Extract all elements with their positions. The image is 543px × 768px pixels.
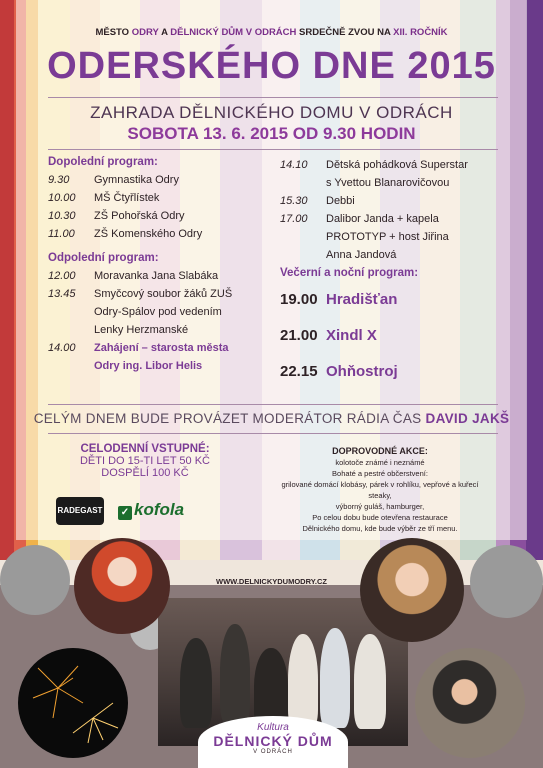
event: Odry ing. Libor Helis xyxy=(94,360,203,372)
time: 13.45 xyxy=(48,288,76,300)
brand-place: V ODRÁCH xyxy=(253,749,293,755)
time: 10.30 xyxy=(48,210,76,222)
program-row xyxy=(280,323,495,349)
invite-mid: A xyxy=(161,27,168,38)
brand-name: DĚLNICKÝ DŮM xyxy=(213,733,333,749)
time: 19.00 xyxy=(280,291,318,308)
side-events-line: Dělnického domu, kde bude výběr ze tří menu. xyxy=(302,524,458,533)
entry-fees xyxy=(50,443,240,479)
time: 11.00 xyxy=(48,228,75,240)
event: Lenky Herzmanské xyxy=(94,324,189,336)
radegast-logo: RADEGAST xyxy=(56,497,104,525)
event: s Yvettou Blanarovičovou xyxy=(326,177,450,189)
program-row xyxy=(48,267,258,285)
event: MŠ Čtyřlístek xyxy=(94,192,160,204)
invite-tail: SRDEČNĚ ZVOU NA xyxy=(299,27,391,38)
time xyxy=(280,174,326,192)
event: Moravanka Jana Slabáka xyxy=(94,270,219,282)
program-row xyxy=(48,303,258,321)
side-events-line: kolotoče známé i neznámé xyxy=(335,458,425,467)
time xyxy=(280,228,326,246)
time: 9.30 xyxy=(48,174,70,186)
event: Odry-Spálov pod vedením xyxy=(94,306,222,318)
invite-edition: XII. ROČNÍK xyxy=(393,27,448,38)
program-row xyxy=(280,156,495,174)
event: Dalibor Janda + kapela xyxy=(326,213,439,225)
program-row xyxy=(48,225,258,243)
fireworks-icon xyxy=(18,648,128,758)
invite-odry: ODRY xyxy=(131,27,159,38)
moderator-divider xyxy=(48,433,498,434)
singer-photo-right xyxy=(360,538,464,642)
entry-children: DĚTI DO 15-TI LET 50 KČ xyxy=(79,455,210,467)
kofola-logo xyxy=(118,500,196,526)
invite-house: DĚLNICKÝ DŮM V ODRÁCH xyxy=(170,27,297,38)
side-events-line: výborný guláš, hamburger, xyxy=(335,502,425,511)
event: PROTOTYP + host Jiřina xyxy=(326,231,449,243)
delnicky-dum-logo xyxy=(198,716,348,768)
entry-heading: CELODENNÍ VSTUPNÉ: xyxy=(80,443,210,455)
program-row xyxy=(280,192,495,210)
date-divider xyxy=(48,149,498,150)
program-row xyxy=(280,174,495,192)
evening-heading: Večerní a noční program: xyxy=(280,267,419,279)
time xyxy=(280,246,326,264)
event: Ohňostroj xyxy=(326,363,398,380)
time: 14.00 xyxy=(48,342,76,354)
time xyxy=(48,357,94,375)
program-row xyxy=(280,210,495,228)
time: 15.30 xyxy=(280,195,308,207)
fireworks-photo xyxy=(18,648,128,758)
event: Xindl X xyxy=(326,327,377,344)
website: WWW.DELNICKYDUMODRY.CZ xyxy=(216,577,327,586)
event: Zahájení – starosta města xyxy=(94,342,229,354)
invite-prefix: MĚSTO xyxy=(95,27,130,38)
band-member xyxy=(354,634,386,729)
program-row xyxy=(48,321,258,339)
band-member xyxy=(320,628,350,728)
moderator-line xyxy=(0,411,543,426)
program-divider xyxy=(48,404,498,405)
program-row xyxy=(48,357,258,375)
time xyxy=(48,303,94,321)
event-date: SOBOTA 13. 6. 2015 OD 9.30 HODIN xyxy=(127,124,416,143)
time: 14.10 xyxy=(280,159,308,171)
time: 22.15 xyxy=(280,363,318,380)
event: ZŠ Komenského Odry xyxy=(94,228,203,240)
event: Hradišťan xyxy=(326,291,398,308)
event: ZŠ Pohořská Odry xyxy=(94,210,185,222)
program-row xyxy=(48,189,258,207)
kofola-mark-icon: ✓ xyxy=(118,506,132,520)
side-events xyxy=(270,446,490,534)
brand-kultura: Kultura xyxy=(257,722,289,733)
band-member xyxy=(180,638,212,728)
time: 10.00 xyxy=(48,192,76,204)
time: 21.00 xyxy=(280,327,318,344)
afternoon-heading: Odpolední program: xyxy=(48,252,159,264)
program-row xyxy=(280,246,495,264)
moderator-name: DAVID JAKŠ xyxy=(425,411,510,426)
side-events-line: Bohaté a pestré občerstvení: xyxy=(332,469,428,478)
venue: ZAHRADA DĚLNICKÉHO DOMU V ODRÁCH xyxy=(90,103,453,122)
time: 17.00 xyxy=(280,213,308,225)
side-events-line: grilované domácí klobásy, párek v rohlíku, vepřové a kuřecí steaky, xyxy=(281,480,479,500)
program-row xyxy=(48,207,258,225)
program-row xyxy=(48,285,258,303)
invite-line xyxy=(0,27,543,38)
time xyxy=(48,321,94,339)
singer-photo xyxy=(74,538,170,634)
moderator-text: CELÝM DNEM BUDE PROVÁZET MODERÁTOR RÁDIA ČAS xyxy=(33,411,422,426)
event: Smyčcový soubor žáků ZUŠ xyxy=(94,288,233,300)
kofola-wordmark: kofola xyxy=(134,500,185,519)
event: Dětská pohádková Superstar xyxy=(326,159,468,171)
entry-adults: DOSPĚLÍ 100 KČ xyxy=(101,467,189,479)
program-row xyxy=(48,171,258,189)
left-program xyxy=(48,156,258,375)
title-divider xyxy=(48,97,498,98)
program-row xyxy=(280,228,495,246)
band-member xyxy=(288,634,318,729)
program-row xyxy=(280,359,495,385)
time: 12.00 xyxy=(48,270,76,282)
event: Debbi xyxy=(326,195,355,207)
right-program xyxy=(280,156,495,385)
side-events-line: Po celou dobu bude otevřena restaurace xyxy=(312,513,448,522)
side-events-heading: DOPROVODNÉ AKCE: xyxy=(332,446,428,456)
event-title: ODERSKÉHO DNE 2015 xyxy=(47,45,496,87)
event: Gymnastika Odry xyxy=(94,174,179,186)
program-row xyxy=(48,339,258,357)
event: Anna Jandová xyxy=(326,249,397,261)
morning-heading: Dopolední program: xyxy=(48,156,158,168)
program-row xyxy=(280,287,495,313)
band-member xyxy=(220,624,250,724)
guitarist-photo xyxy=(415,648,525,758)
